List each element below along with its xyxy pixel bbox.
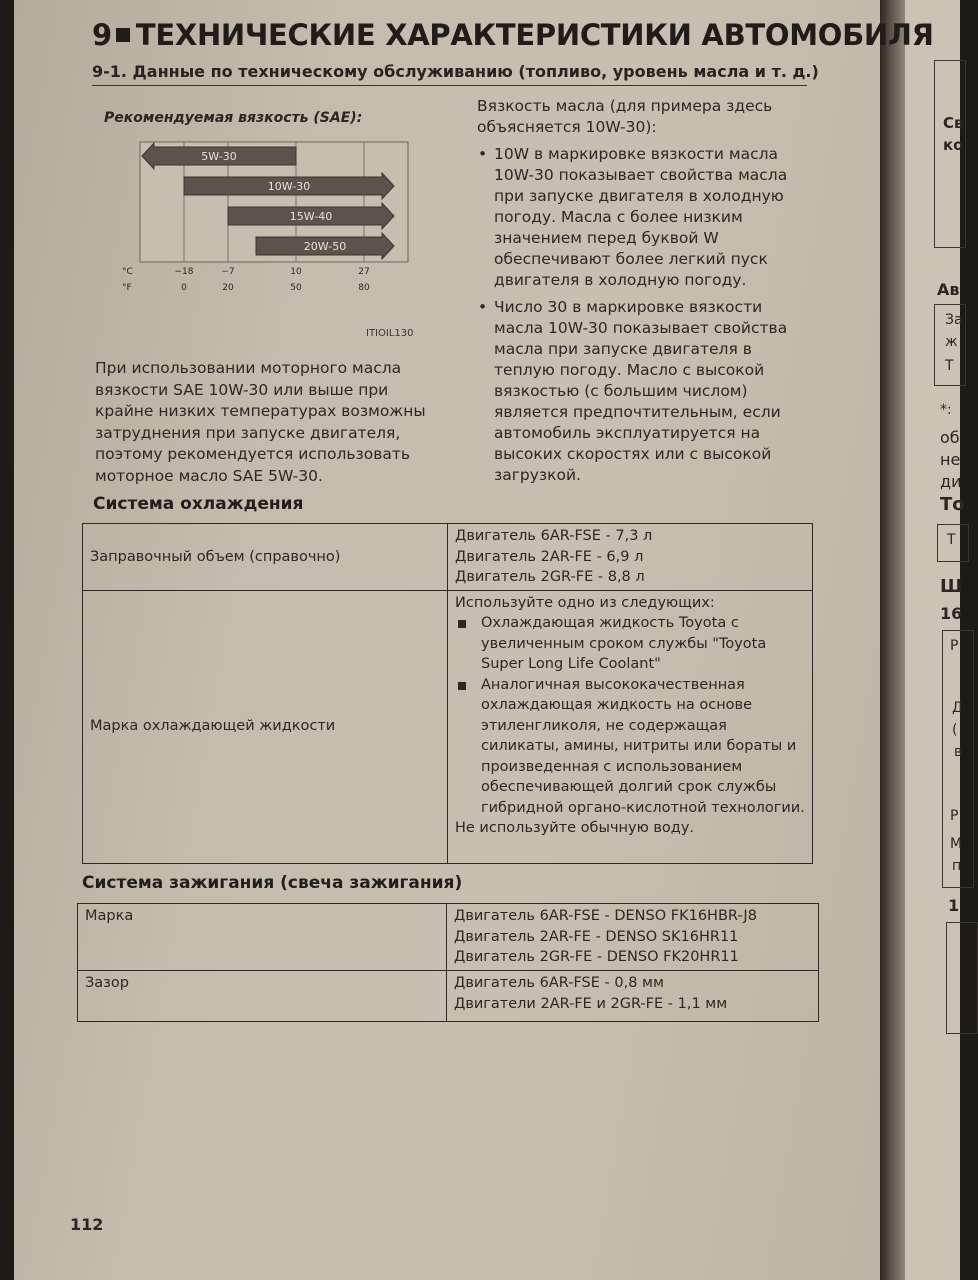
page-title: 9 ТЕХНИЧЕСКИЕ ХАРАКТЕРИСТИКИ АВТОМОБИЛЯ	[92, 18, 934, 52]
viscosity-label-20w-50: 20W-50	[303, 240, 347, 253]
tick-label-c: −18	[174, 267, 194, 277]
right-fragment: Д	[952, 700, 963, 716]
chart-code: ITIOIL130	[366, 328, 414, 339]
right-fragment: Р	[950, 808, 959, 824]
right-fragment: Св	[943, 114, 964, 132]
capacity-6ar: Двигатель 6AR-FSE - 7,3 л	[455, 528, 653, 544]
right-fragment: Р	[950, 638, 959, 654]
table-row	[83, 590, 813, 863]
viscosity-label-10w-30: 10W-30	[267, 180, 311, 193]
cooling-heading: Система охлаждения	[93, 494, 304, 514]
right-fragment: в	[954, 744, 963, 760]
gap-6ar: Двигатель 6AR-FSE - 0,8 мм	[454, 975, 664, 991]
cooling-table	[82, 523, 813, 864]
table-row	[83, 524, 813, 591]
viscosity-label-15w-40: 15W-40	[289, 210, 333, 223]
brand-values	[447, 904, 819, 971]
right-fragment: За	[945, 312, 963, 328]
right-fragment: Ав	[937, 280, 960, 299]
viscosity-note: При использовании моторного масла вязкости SAE 10W-30 или выше при крайне низких температурах возможны затруднения при запуске двигателя, поэтому рекомендуется использовать моторное масло SAE 5W-30.	[95, 359, 426, 485]
section-subtitle: 9-1. Данные по техническому обслуживанию (топливо, уровень масла и т. д.)	[92, 62, 819, 81]
page-number: 112	[70, 1215, 104, 1234]
plug-6ar: Двигатель 6AR-FSE - DENSO FK16HBR-J8	[454, 908, 757, 925]
subtitle-rule	[92, 85, 807, 86]
axis-label-celsius: °C	[122, 267, 133, 277]
right-fragment: п	[952, 858, 962, 874]
plug-2gr: Двигатель 2GR-FE - DENSO FK20HR11	[454, 949, 739, 966]
right-fragment: Ш	[940, 576, 963, 597]
gap-2ar-2gr: Двигатели 2AR-FE и 2GR-FE - 1,1 мм	[454, 995, 728, 1012]
tick-label-f: 50	[290, 283, 302, 293]
right-fragment: ди	[940, 472, 962, 491]
ignition-heading: Система зажигания (свеча зажигания)	[82, 873, 463, 893]
right-fragment: То	[940, 494, 965, 515]
table-row	[78, 904, 819, 971]
right-fragment: Т	[945, 358, 954, 374]
tick-label-c: 27	[358, 267, 370, 277]
viscosity-explanation	[477, 96, 797, 492]
coolant-label: Марка охлаждающей жидкости	[83, 590, 448, 863]
coolant-item-analog: Аналогичная высококачественная охлаждающая жидкость на основе этиленгликоля, не содержащая силикаты, амины, нитриты или бораты и произведенная с использованием обеспечивающей долгий срок службы гибридной органо-кислотной технологии.	[455, 675, 805, 819]
coolant-intro: Используйте одно из следующих:	[455, 594, 715, 611]
tick-label-f: 20	[222, 283, 234, 293]
capacity-label: Заправочный объем (справочно)	[83, 524, 448, 591]
axis-label-fahrenheit: °F	[122, 283, 132, 293]
right-fragment: не	[940, 450, 961, 469]
capacity-2gr: Двигатель 2GR-FE - 8,8 л	[455, 569, 645, 585]
gap-values	[447, 971, 819, 1022]
tick-label-f: 80	[358, 283, 370, 293]
tick-label-c: −7	[221, 267, 235, 277]
right-fragment: 16	[940, 604, 963, 623]
viscosity-label: Рекомендуемая вязкость (SAE):	[104, 110, 363, 126]
right-fragment: ж	[945, 334, 958, 350]
ignition-table	[77, 903, 819, 1022]
right-fragment: ко	[943, 136, 964, 154]
brand-label: Марка	[78, 904, 447, 971]
square-bullet-icon	[116, 28, 130, 42]
right-page-table	[946, 922, 978, 1034]
explanation-bullet-cold: • 10W в маркировке вязкости масла 10W-30 показывает свойства масла при запуске двигателя в холодную погоду. Масла с более низким значением перед буквой W обеспечивают более легкий пуск двигателя в холодную погоду.	[477, 144, 797, 291]
tick-label-c: 10	[290, 267, 302, 277]
right-fragment: 1	[948, 896, 960, 915]
viscosity-chart	[118, 138, 408, 300]
coolant-values	[448, 590, 813, 863]
capacity-2ar: Двигатель 2AR-FE - 6,9 л	[455, 548, 644, 565]
right-fragment: Т	[947, 532, 956, 548]
right-fragment: М	[950, 836, 963, 852]
coolant-item-toyota: Охлаждающая жидкость Toyota с увеличенным сроком службы "Toyota Super Long Life Coolant"	[455, 613, 805, 675]
right-fragment: об	[940, 428, 960, 447]
explanation-bullet-warm: • Число 30 в маркировке вязкости масла 10W-30 показывает свойства масла при запуске двигателя в теплую погоду. Масло с высокой вязкостью (с большим числом) является предпочтительным, если автомобиль эксплуатируется на высоких скоростях или с высокой загрузкой.	[477, 297, 797, 486]
right-fragment: (	[952, 722, 958, 738]
gap-label: Зазор	[78, 971, 447, 1022]
table-row	[78, 971, 819, 1022]
explanation-intro: Вязкость масла (для примера здесь объясняется 10W-30):	[477, 97, 773, 136]
viscosity-label-5w-30: 5W-30	[201, 150, 237, 163]
right-page-box	[934, 60, 966, 248]
coolant-footer: Не используйте обычную воду.	[455, 820, 695, 836]
capacity-values	[448, 524, 813, 591]
right-fragment: *:	[940, 402, 952, 418]
plug-2ar: Двигатель 2AR-FE - DENSO SK16HR11	[454, 928, 739, 945]
tick-label-f: 0	[181, 283, 187, 293]
